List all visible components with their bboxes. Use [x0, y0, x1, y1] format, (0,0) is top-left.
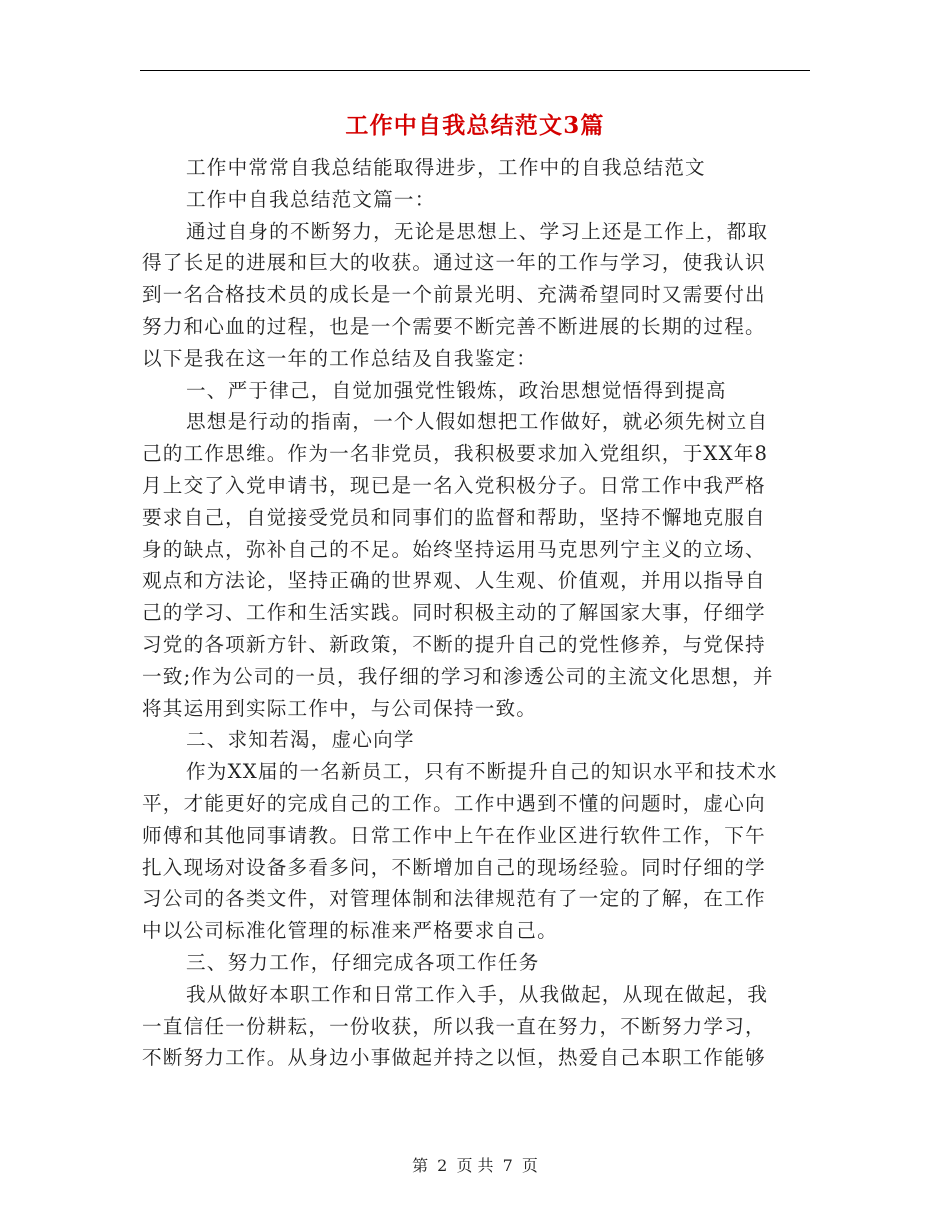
text-line: 月上交了入党申请书，现已是一名入党积极分子。日常工作中我严格	[142, 473, 766, 497]
text-line: 通过自身的不断努力，无论是思想上、学习上还是工作上，都取	[186, 219, 769, 243]
text-line: 思想是行动的指南，一个人假如想把工作做好，就必须先树立自	[186, 410, 769, 434]
text-line: 己的工作思维。作为一名非党员，我积极要求加入党组织，于XX年8	[142, 442, 769, 466]
text-line: 一致;作为公司的一员，我仔细的学习和渗透公司的主流文化思想，并	[142, 664, 774, 688]
text-line: 中以公司标准化管理的标准来严格要求自己。	[142, 919, 558, 943]
text-line: 我从做好本职工作和日常工作入手，从我做起，从现在做起，我	[186, 982, 769, 1006]
document-title: 工作中自我总结范文3篇	[345, 112, 605, 139]
text-line: 三、努力工作，仔细完成各项工作任务	[186, 950, 540, 974]
text-line: 身的缺点，弥补自己的不足。始终坚持运用马克思列宁主义的立场、	[142, 537, 766, 561]
text-line: 以下是我在这一年的工作总结及自我鉴定：	[142, 346, 538, 370]
text-line: 师傅和其他同事请教。日常工作中上午在作业区进行软件工作，下午	[142, 823, 766, 847]
text-line: 不断努力工作。从身边小事做起并持之以恒，热爱自己本职工作能够	[142, 1046, 766, 1070]
text-line: 得了长足的进展和巨大的收获。通过这一年的工作与学习，使我认识	[142, 251, 766, 275]
text-line: 一直信任一份耕耘，一份收获，所以我一直在努力，不断努力学习，	[142, 1014, 766, 1038]
text-line: 工作中自我总结范文篇一：	[186, 187, 436, 211]
text-line: 作为XX届的一名新员工，只有不断提升自己的知识水平和技术水	[186, 760, 778, 784]
text-line: 平，才能更好的完成自己的工作。工作中遇到不懂的问题时，虚心向	[142, 791, 766, 815]
text-line: 工作中常常自我总结能取得进步，工作中的自我总结范文	[186, 156, 706, 179]
text-line: 要求自己，自觉接受党员和同事们的监督和帮助，坚持不懈地克服自	[142, 505, 766, 529]
text-line: 到一名合格技术员的成长是一个前景光明、充满希望同时又需要付出	[142, 283, 766, 307]
document-body	[142, 152, 810, 1074]
text-line: 习党的各项新方针、新政策，不断的提升自己的党性修养，与党保持	[142, 632, 766, 656]
footer-prefix: 第	[412, 1156, 429, 1175]
footer-total-pages: 7	[502, 1156, 513, 1175]
text-line: 努力和心血的过程，也是一个需要不断完善不断进展的长期的过程。	[142, 314, 766, 338]
footer-middle: 页 共	[456, 1156, 494, 1175]
footer-page-number: 2	[437, 1156, 448, 1175]
header-rule	[140, 70, 810, 71]
footer-suffix: 页	[521, 1156, 538, 1175]
text-line: 扎入现场对设备多看多问，不断增加自己的现场经验。同时仔细的学	[142, 855, 766, 879]
text-line: 将其运用到实际工作中，与公司保持一致。	[142, 696, 538, 720]
text-line: 己的学习、工作和生活实践。同时积极主动的了解国家大事，仔细学	[142, 601, 766, 625]
text-line: 习公司的各类文件，对管理体制和法律规范有了一定的了解，在工作	[142, 887, 766, 911]
text-line: 观点和方法论，坚持正确的世界观、人生观、价值观，并用以指导自	[142, 569, 766, 593]
page-footer	[0, 1153, 950, 1176]
text-line: 二、求知若渴，虚心向学	[186, 728, 415, 752]
text-line: 一、严于律己，自觉加强党性锻炼，政治思想觉悟得到提高	[186, 378, 727, 402]
